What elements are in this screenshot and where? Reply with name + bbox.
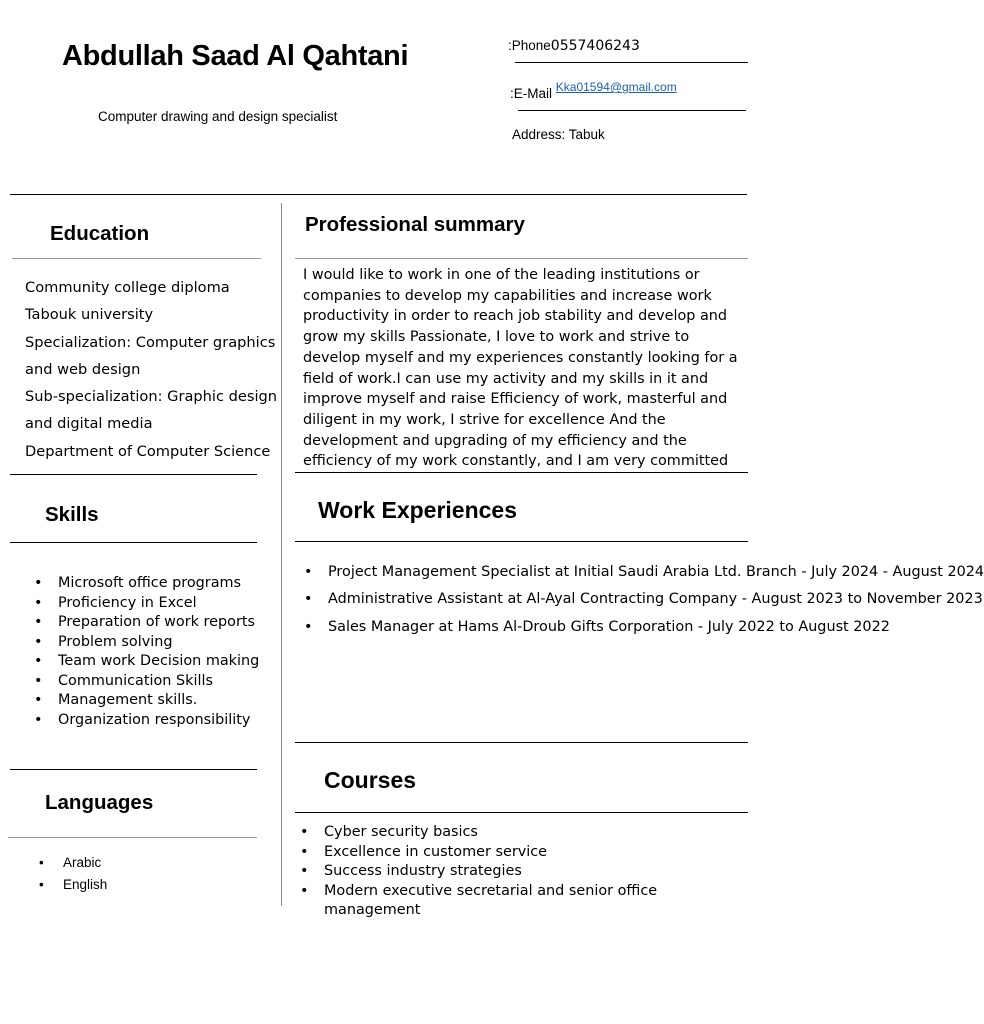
bullet-icon: • — [34, 711, 43, 728]
skill-label: Proficiency in Excel — [58, 594, 197, 611]
course-label: Modern executive secretarial and senior office management — [324, 882, 658, 918]
language-item — [39, 852, 107, 874]
summary-text: I would like to work in one of the leading institutions or companies to develop my capabilities and increase work productivity in order to reach job stability and develop and grow my skills Passionate, I love to work and strive to develop myself and my experiences constantly looking for a field of work.I can use my activity and my skills in it and improve myself and raise Efficiency of work, masterful and diligent in my work, I strive for excellence And the development and upgrading of my efficiency and the efficiency of my work constantly, and I am very committed — [303, 267, 738, 470]
bullet-icon: • — [34, 633, 43, 650]
course-label: Success industry strategies — [324, 863, 522, 879]
skills-list — [34, 574, 259, 730]
work-divider — [295, 541, 748, 542]
education-bottom-divider — [10, 474, 257, 475]
skill-label: Microsoft office programs — [58, 575, 242, 591]
language-label: English — [63, 877, 108, 892]
bullet-icon: • — [300, 882, 309, 899]
skill-item — [34, 633, 259, 653]
skill-label: Problem solving — [58, 633, 173, 650]
skill-label: Communication Skills — [58, 672, 213, 689]
column-divider — [281, 203, 282, 906]
education-line: Community college diploma — [25, 279, 230, 296]
skill-item — [34, 574, 259, 594]
skill-label: Team work Decision making — [58, 653, 260, 669]
work-item — [304, 586, 983, 613]
skill-item — [34, 594, 259, 614]
phone-underline — [515, 62, 748, 63]
education-divider — [12, 258, 261, 259]
bullet-icon: • — [304, 591, 313, 608]
education-line: and digital media — [25, 415, 153, 433]
course-label: Cyber security basics — [324, 824, 478, 840]
work-heading: Work Experiences — [318, 497, 518, 523]
work-label: Administrative Assistant at Al-Ayal Contracting Company - August 2023 to November 2023 — [328, 591, 983, 608]
bullet-icon: • — [300, 843, 309, 860]
bullet-icon: • — [39, 855, 44, 870]
skill-item — [34, 652, 259, 672]
education-heading: Education — [50, 222, 150, 245]
bullet-icon: • — [34, 575, 43, 591]
courses-divider — [295, 812, 748, 813]
course-item — [300, 882, 724, 921]
bullet-icon: • — [300, 863, 309, 879]
language-label: Arabic — [63, 855, 102, 870]
education-list — [25, 274, 277, 465]
courses-list — [300, 823, 724, 921]
work-label: Project Management Specialist at Initial Saudi Arabia Ltd. Branch - July 2024 - August 2024 — [328, 564, 984, 580]
skill-label: Management skills. — [58, 692, 198, 708]
course-item — [300, 862, 724, 882]
course-item — [300, 823, 724, 843]
skill-label: Organization responsibility — [58, 711, 251, 728]
email-line — [510, 80, 677, 101]
skills-heading: Skills — [45, 503, 99, 526]
course-label: Excellence in customer service — [324, 843, 548, 860]
education-line: Specialization: Computer graphics — [25, 333, 276, 351]
languages-list — [39, 852, 107, 896]
summary-bottom-divider — [295, 472, 748, 473]
skill-item — [34, 711, 259, 731]
resume-name: Abdullah Saad Al Qahtani — [62, 40, 409, 72]
education-line: Sub-specialization: Graphic design — [25, 388, 278, 406]
skill-label: Preparation of work reports — [58, 614, 255, 630]
bullet-icon: • — [34, 672, 43, 689]
email-link[interactable]: Kka01594@gmail.com — [555, 80, 677, 94]
skills-divider — [10, 542, 257, 543]
courses-heading: Courses — [324, 767, 417, 793]
header-divider — [10, 194, 747, 195]
languages-divider — [8, 837, 257, 838]
education-line: Department of Computer Science — [25, 442, 271, 460]
work-item — [304, 614, 890, 641]
skill-item — [34, 613, 259, 633]
skill-item — [34, 672, 259, 692]
summary-heading: Professional summary — [305, 213, 525, 236]
education-line: and web design — [25, 360, 141, 378]
work-bottom-divider — [295, 742, 748, 743]
address: Address: Tabuk — [512, 127, 605, 142]
phone-label: :Phone — [508, 38, 551, 53]
email-underline — [518, 110, 746, 111]
courses-box — [300, 823, 740, 918]
language-item — [39, 874, 107, 896]
work-label: Sales Manager at Hams Al-Droub Gifts Corporation - July 2022 to August 2022 — [328, 618, 890, 635]
languages-heading: Languages — [45, 791, 154, 814]
bullet-icon: • — [34, 594, 43, 611]
job-title: Computer drawing and design specialist — [98, 109, 338, 124]
work-item — [304, 559, 984, 586]
work-list — [304, 559, 984, 641]
bullet-icon: • — [34, 653, 43, 669]
bullet-icon: • — [304, 564, 313, 580]
summary-divider — [295, 258, 748, 259]
phone-line — [508, 38, 640, 54]
phone-value: 0557406243 — [550, 38, 640, 54]
bullet-icon: • — [39, 877, 44, 892]
bullet-icon: • — [300, 824, 309, 840]
bullet-icon: • — [34, 614, 43, 630]
languages-top-divider — [10, 769, 257, 770]
bullet-icon: • — [304, 618, 313, 635]
bullet-icon: • — [34, 692, 43, 708]
education-line: Tabouk university — [25, 306, 154, 324]
email-label: :E-Mail — [510, 86, 553, 101]
skill-item — [34, 691, 259, 711]
course-item — [300, 843, 724, 863]
